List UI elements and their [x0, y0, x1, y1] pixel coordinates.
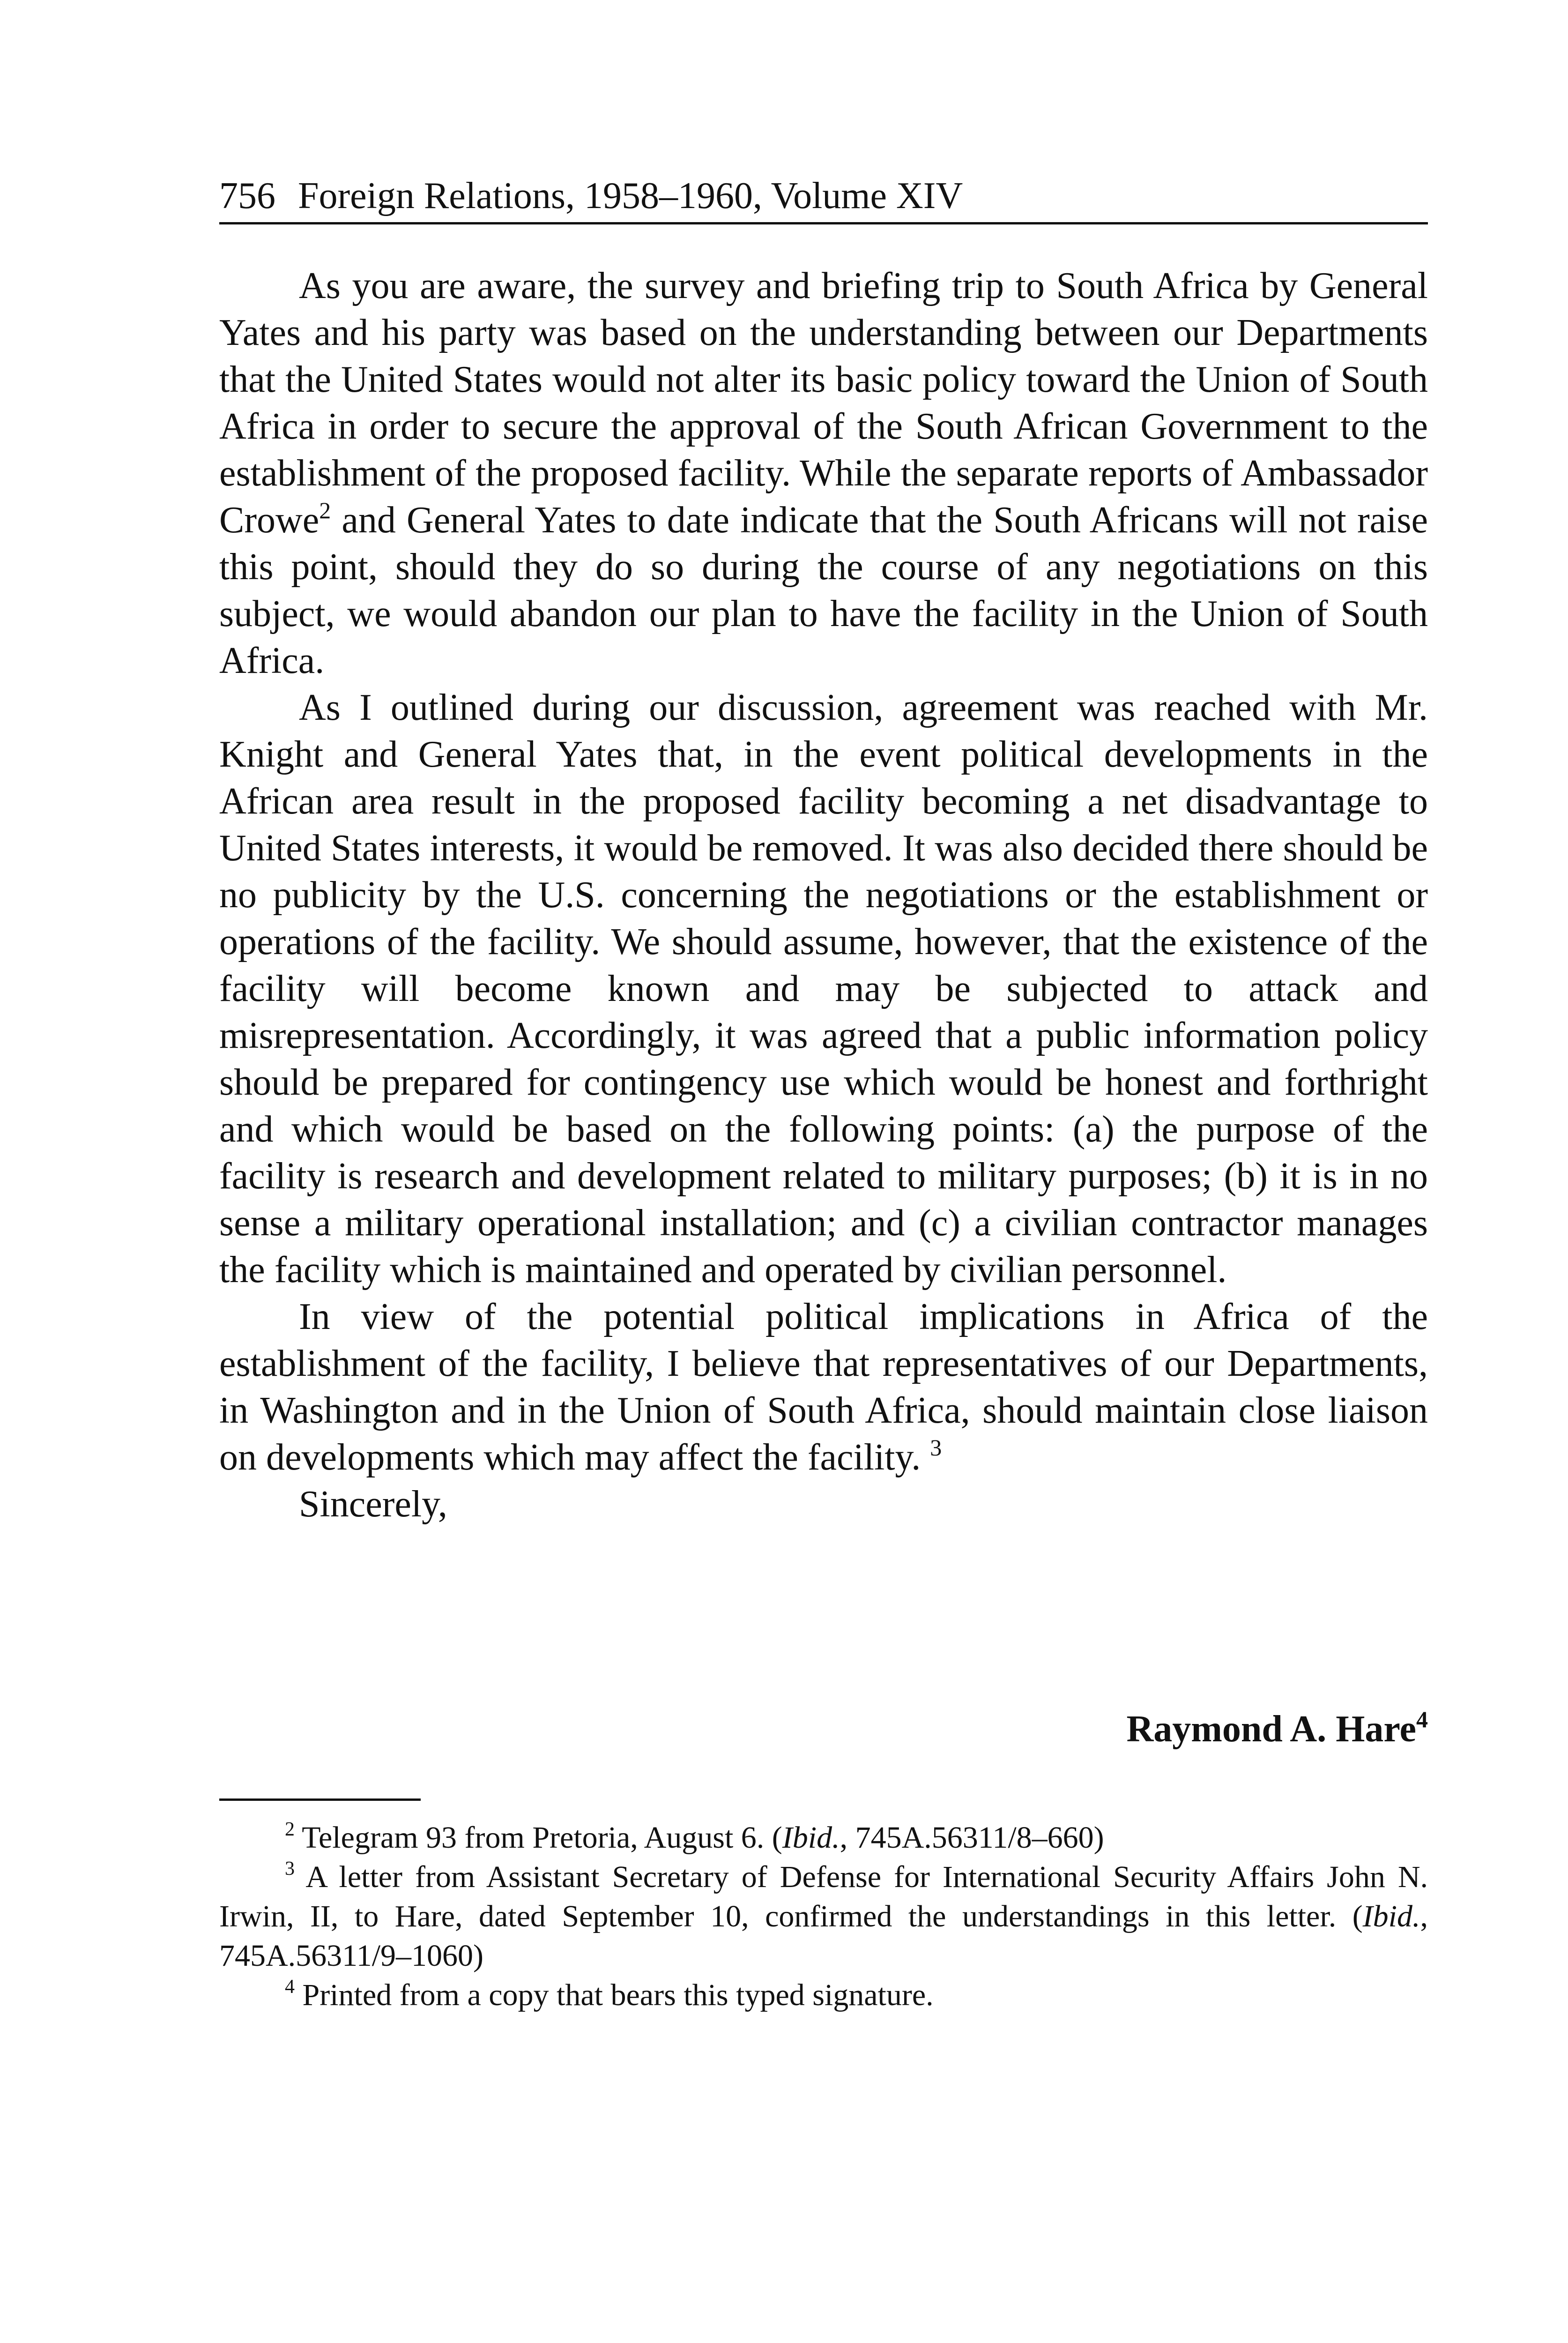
footnote-4-text: Printed from a copy that bears this typed signature. — [295, 1978, 934, 2012]
running-head — [219, 172, 1428, 219]
footnote-2-text-a: Telegram 93 from Pretoria, August 6. ( — [295, 1821, 782, 1855]
signatory-name: Raymond A. Hare — [1126, 1709, 1416, 1750]
closing-salutation: Sincerely, — [299, 1484, 447, 1525]
paragraph-2: As I outlined during our discussion, agreement was reached with Mr. Knight and General Yates that, in the event political developments in the African area result in the proposed facility becoming a net disadvantage to United States interests, it would be removed. It was also decided there should be no publicity by the U.S. concerning the negotiations or the establishment or operations of the facility. We should assume, however, that the existence of the facility will become known and may be subjected to attack and misrepresentation. Accordingly, it was agreed that a public information policy should be prepared for contingency use which would be honest and forthright and which would be based on the following points: (a) the purpose of the facility is research and development related to military purposes; (b) it is in no sense a military operational installation; and (c) a civilian contractor manages the facility which is maintained and operated by civilian personnel. — [219, 687, 1428, 1291]
footnotes — [219, 1818, 1428, 2015]
signature-block — [219, 1706, 1428, 1753]
letter-body — [219, 262, 1428, 1528]
footnote-ref-3: 3 — [930, 1434, 942, 1461]
footnote-2-ibid: Ibid. — [782, 1821, 840, 1855]
footnote-4-mark: 4 — [285, 1976, 295, 1998]
page-number: 756 — [219, 175, 275, 216]
paragraph-3-text: In view of the potential political implications in Africa of the establishment of the facility, I believe that representatives of our Departments, in Washington and in the Union of South Africa, should maintain close liaison on developments which may affect the facility. — [219, 1296, 1428, 1478]
footnote-3-text-b: , 745A.56311/9–1060) — [219, 1899, 1428, 1973]
paragraph-1-text-b: and General Yates to date indicate that the South Africans will not raise this point, should they do so during the course of any negotiations on this subject, we would abandon our plan to have the facility in the Union of South Africa. — [219, 500, 1428, 681]
footnote-rule — [219, 1798, 421, 1801]
paragraph-1 — [219, 262, 1428, 684]
volume-title: Foreign Relations, 1958–1960, Volume XIV — [298, 175, 963, 216]
footnote-2-text-b: , 745A.56311/8–660) — [840, 1821, 1104, 1855]
footnote-3-ibid: Ibid. — [1362, 1899, 1420, 1933]
footnote-4 — [219, 1976, 1428, 2015]
footnote-3 — [219, 1858, 1428, 1976]
footnote-2-mark: 2 — [285, 1819, 295, 1840]
footnote-2 — [219, 1818, 1428, 1858]
paragraph-3 — [219, 1293, 1428, 1481]
header-rule — [219, 222, 1428, 224]
footnote-ref-4: 4 — [1416, 1706, 1428, 1732]
footnote-3-text-a: A letter from Assistant Secretary of Defense for International Security Affairs John N. Irwin, II, to Hare, dated September 10, confirmed the understandings in this letter. ( — [219, 1860, 1428, 1933]
paragraph-1-text-a: As you are aware, the survey and briefing trip to South Africa by General Yates and his party was based on the understanding between our Departments that the United States would not alter its basic policy toward the Union of South Africa in order to secure the approval of the South African Government to the establishment of the proposed facility. While the separate reports of Ambassador Crowe — [219, 265, 1428, 541]
footnote-ref-2: 2 — [319, 497, 331, 523]
footnote-3-mark: 3 — [285, 1858, 295, 1880]
